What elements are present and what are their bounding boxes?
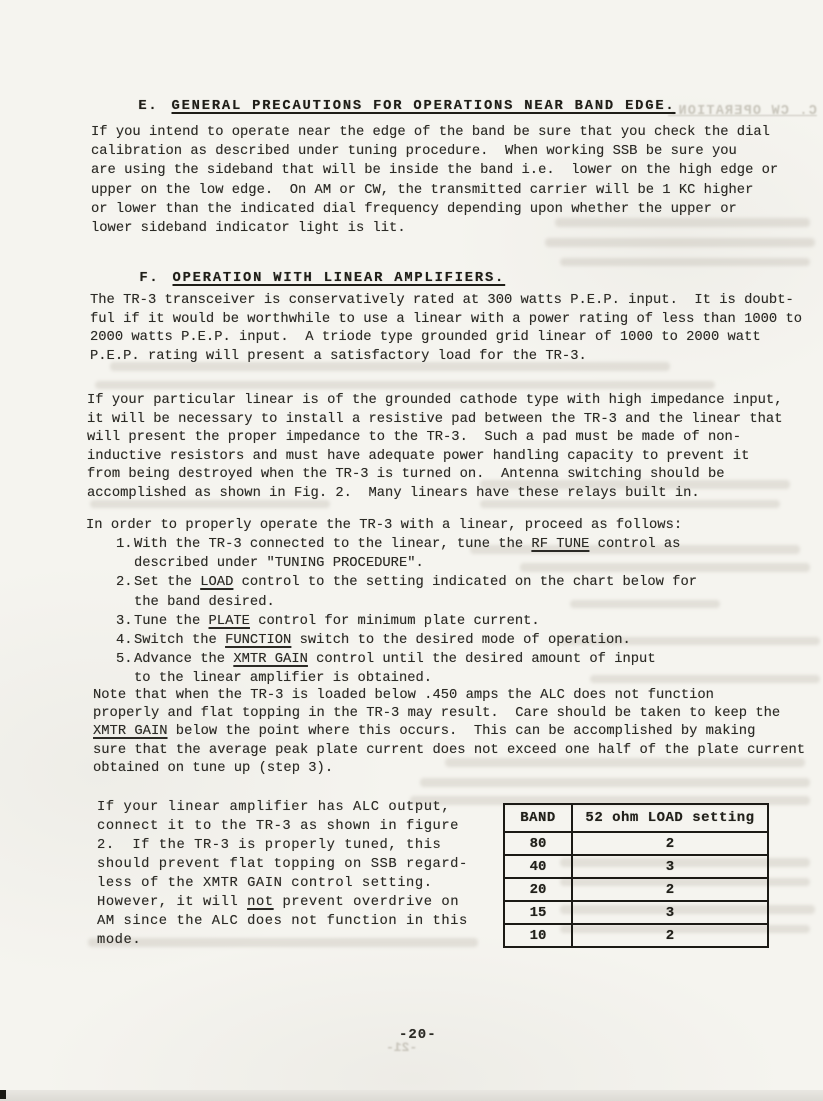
text-line <box>134 535 680 554</box>
table-cell: 3 <box>572 901 768 924</box>
text-line: or lower than the indicated dial frequency depending upon whether the upper or <box>91 201 737 217</box>
text-segment: Switch the <box>134 633 226 649</box>
text-line: P.E.P. rating will present a satisfactory load for the TR-3. <box>90 348 587 364</box>
table-cell: 2 <box>572 924 768 947</box>
list-item-2 <box>116 573 697 611</box>
band-column-header: BAND <box>504 804 572 832</box>
table-row <box>504 855 768 878</box>
list-item-number: 5. <box>116 652 133 668</box>
text-segment: Tune the <box>134 613 209 629</box>
bleedthrough-heading: C. CW OPERATION. <box>668 104 817 119</box>
procedure-list <box>116 535 697 689</box>
bleedthrough-line <box>560 258 810 266</box>
list-item-lines <box>134 612 540 631</box>
list-item-number: 2. <box>116 575 133 591</box>
text-line: will present the proper impedance to the TR-3. Such a pad must be made of non- <box>87 430 742 446</box>
table-header-row <box>504 804 768 832</box>
text-segment: below the point where this occurs. This can be accomplished by making <box>167 724 756 740</box>
text-line: should prevent flat topping on SSB regard- <box>97 857 468 872</box>
list-item-lines <box>134 535 680 573</box>
text-line: AM since the ALC does not function in this <box>97 914 468 929</box>
text-line: upper on the low edge. On AM or CW, the transmitted carrier will be 1 KC higher <box>91 182 754 198</box>
table-cell: 2 <box>572 878 768 901</box>
bleedthrough-page-number: -21- <box>386 1040 418 1055</box>
procedure-intro: In order to properly operate the TR-3 with a linear, proceed as follows: <box>86 518 683 533</box>
list-item-lines <box>134 631 631 650</box>
text-segment: control until the desired amount of input <box>307 652 656 668</box>
grounded-cathode-paragraph <box>87 392 782 504</box>
text-line <box>134 650 656 669</box>
text-segment: Advance the <box>134 652 234 668</box>
text-segment: Set the <box>134 575 201 591</box>
table-row <box>504 901 768 924</box>
text-line: to the linear amplifier is obtained. <box>134 671 433 687</box>
table-cell: 10 <box>504 924 572 947</box>
text-line: less of the XMTR GAIN control setting. <box>97 876 433 891</box>
text-segment: prevent overdrive on <box>273 895 460 910</box>
text-line: obtained on tune up (step 3). <box>93 760 334 776</box>
table-cell: 15 <box>504 901 572 924</box>
load-table-body <box>504 832 768 947</box>
load-table-header <box>504 804 768 832</box>
table-cell: 80 <box>504 832 572 855</box>
list-item-lines <box>134 573 697 611</box>
underlined-text: not <box>247 895 274 910</box>
text-line: described under "TUNING PROCEDURE". <box>134 556 424 572</box>
list-item-lines <box>134 650 656 688</box>
scan-bottom-edge <box>0 1090 823 1101</box>
text-line: properly and flat topping in the TR-3 may result. Care should be taken to keep the <box>93 706 781 722</box>
text-line: mode. <box>97 933 142 948</box>
alc-output-paragraph <box>97 798 468 950</box>
section-f-title: OPERATION WITH LINEAR AMPLIFIERS. <box>172 271 506 286</box>
scan-corner-mark <box>0 1090 6 1099</box>
section-e-title: GENERAL PRECAUTIONS FOR OPERATIONS NEAR BAND EDGE. <box>171 99 676 114</box>
table-cell: 40 <box>504 855 572 878</box>
bleedthrough-line <box>420 778 810 787</box>
ratings-paragraph <box>90 292 802 366</box>
underlined-text: RF TUNE <box>531 537 590 552</box>
text-line: 2. If the TR-3 is properly tuned, this <box>97 838 442 853</box>
text-line: are using the sideband that will be inside the band i.e. lower on the high edge or <box>91 163 779 179</box>
text-line: connect it to the TR-3 as shown in figure <box>97 819 460 834</box>
table-row <box>504 832 768 855</box>
underlined-text: FUNCTION <box>225 633 292 649</box>
text-line: sure that the average peak plate current does not exceed one half of the plate current <box>93 742 806 758</box>
list-item-4 <box>116 631 697 650</box>
underlined-text: XMTR GAIN <box>233 652 308 668</box>
page-number: -20- <box>399 1027 437 1043</box>
text-segment: However, it will <box>97 895 248 910</box>
alc-note-paragraph <box>93 687 805 778</box>
text-line <box>134 612 540 631</box>
text-line: inductive resistors and must have adequate power handling capacity to prevent it <box>87 448 750 464</box>
text-line: Note that when the TR-3 is loaded below .450 amps the ALC does not function <box>93 688 714 703</box>
text-line: If you intend to operate near the edge of the band be sure that you check the dial <box>91 125 770 140</box>
text-line <box>134 631 631 650</box>
text-line <box>97 893 468 912</box>
table-cell: 2 <box>572 832 768 855</box>
list-item-3 <box>116 612 697 631</box>
text-line: it will be necessary to install a resistive pad between the TR-3 and the linear that <box>87 411 783 427</box>
section-f-label: F. <box>139 271 160 286</box>
text-line: ful if it would be worthwhile to use a linear with a power rating of less than 1000 to <box>90 311 803 327</box>
load-settings-table <box>503 803 769 948</box>
bleedthrough-line <box>545 238 815 247</box>
list-item-1 <box>116 535 697 573</box>
text-line: from being destroyed when the TR-3 is turned on. Antenna switching should be <box>87 467 725 483</box>
text-line <box>134 573 697 592</box>
text-line: If your particular linear is of the grounded cathode type with high impedance input, <box>87 393 783 408</box>
text-segment: switch to the desired mode of operation. <box>291 633 631 649</box>
text-segment: With the TR-3 connected to the linear, tune the <box>134 537 532 552</box>
section-e-label: E. <box>138 99 159 114</box>
underlined-text: PLATE <box>208 613 250 629</box>
text-line <box>93 723 805 741</box>
list-item-number: 3. <box>116 613 133 629</box>
list-item-number: 1. <box>116 537 133 552</box>
text-segment: control for minimum plate current. <box>249 613 540 629</box>
table-row <box>504 878 768 901</box>
section-e-paragraph <box>91 123 778 238</box>
bleedthrough-line <box>95 381 715 389</box>
text-line: If your linear amplifier has ALC output, <box>97 800 451 815</box>
table-cell: 3 <box>572 855 768 878</box>
text-line: the band desired. <box>134 594 275 610</box>
list-item-number: 4. <box>116 633 133 649</box>
table-row <box>504 924 768 947</box>
text-line: calibration as described under tuning procedure. When working SSB be sure you <box>91 144 737 160</box>
text-line: 2000 watts P.E.P. input. A triode type grounded grid linear of 1000 to 2000 watt <box>90 330 761 346</box>
list-item-5 <box>116 650 697 688</box>
text-segment: control to the setting indicated on the chart below for <box>233 575 698 591</box>
text-line: lower sideband indicator light is lit. <box>91 221 406 237</box>
underlined-text: XMTR GAIN <box>93 724 168 740</box>
text-line: The TR-3 transceiver is conservatively rated at 300 watts P.E.P. input. It is doubt- <box>90 293 794 308</box>
load-setting-column-header: 52 ohm LOAD setting <box>572 804 768 832</box>
text-segment: control as <box>589 537 681 552</box>
text-line: accomplished as shown in Fig. 2. Many linears have these relays built in. <box>87 485 700 501</box>
underlined-text: LOAD <box>200 575 234 591</box>
table-cell: 20 <box>504 878 572 901</box>
